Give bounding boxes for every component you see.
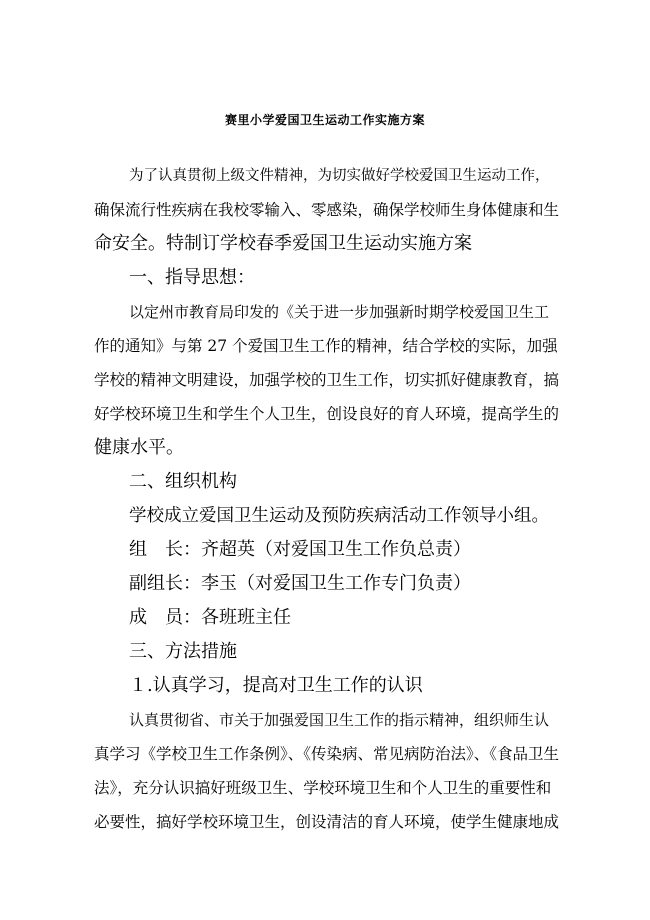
paragraph-line: 确保流行性疾病在我校零输入、零感染，确保学校师生身体健康和生 [94, 201, 560, 219]
section-heading: 三、方法措施 [129, 641, 237, 662]
paragraph-line: 学校成立爱国卫生运动及预防疾病活动工作领导小组。 [129, 506, 549, 526]
paragraph-line: 以定州市教育局印发的《关于进一步加强新时期学校爱国卫生工 [129, 303, 550, 321]
paragraph-line: 真学习《学校卫生工作条例》、《传染病、常见病防治法》、《食品卫生 [94, 745, 560, 763]
paragraph-line: 认真贯彻省、市关于加强爱国卫生工作的指示精神，组织师生认 [129, 711, 550, 729]
member-line: 组 长：齐超英（对爱国卫生工作负总责） [129, 539, 471, 560]
paragraph-line: 健康水平。 [94, 437, 184, 458]
paragraph-line: 必要性，搞好学校环境卫生，创设清洁的育人环境，使学生健康地成 [94, 813, 560, 831]
paragraph-line: 法》，充分认识搞好班级卫生、学校环境卫生和个人卫生的重要性和 [94, 779, 552, 797]
paragraph-line: 学校的精神文明建设，加强学校的卫生工作，切实抓好健康教育，搞 [94, 371, 560, 389]
member-line: 成 员：各班班主任 [129, 607, 291, 628]
subsection-heading: １.认真学习，提高对卫生工作的认识 [129, 675, 423, 696]
section-heading: 二、组织机构 [129, 471, 237, 492]
paragraph-line: 好学校环境卫生和学生个人卫生，创设良好的育人环境，提高学生的 [94, 405, 560, 423]
section-heading: 一、指导思想： [129, 267, 255, 288]
document-title: 赛里小学爱国卫生运动工作实施方案 [224, 113, 425, 127]
paragraph-line: 为了认真贯彻上级文件精神，为切实做好学校爱国卫生运动工作， [129, 168, 550, 184]
member-line: 副组长：李玉（对爱国卫生工作专门负责） [129, 573, 471, 594]
paragraph-line: 作的通知》与第 27 个爱国卫生工作的精神，结合学校的实际，加强 [94, 337, 558, 355]
paragraph-line: 命安全。特制订学校春季爱国卫生运动实施方案 [94, 233, 472, 254]
